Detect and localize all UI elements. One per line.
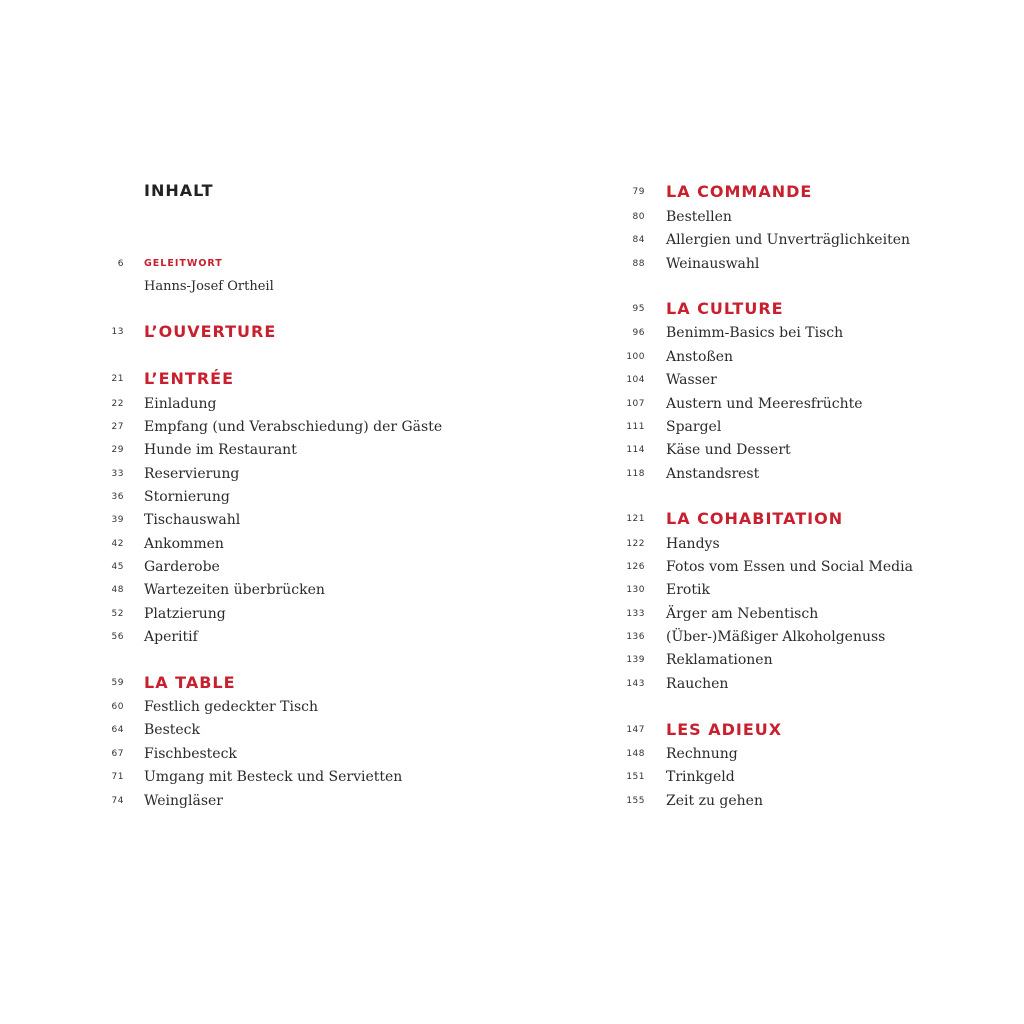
page-number: 80: [632, 212, 645, 222]
page-number: 6: [117, 259, 124, 269]
entry-label: Festlich gedeckter Tisch: [144, 699, 319, 715]
entry-label: LA CULTURE: [666, 299, 784, 318]
entry-label: Hunde im Restaurant: [144, 442, 297, 458]
entry-label: Umgang mit Besteck und Servietten: [144, 769, 403, 785]
entry-label: Rechnung: [666, 746, 738, 762]
page-number: 48: [111, 585, 124, 595]
entry-label: (Über-)Mäßiger Alkoholgenuss: [666, 629, 886, 645]
entry-label: Stornierung: [144, 489, 230, 505]
entry-label: Anstandsrest: [666, 466, 760, 482]
entry-label: Handys: [666, 536, 720, 552]
page-number: 84: [632, 235, 645, 245]
page-number: 133: [626, 609, 645, 619]
entry-label: Fischbesteck: [144, 746, 237, 762]
entry-label: Erotik: [666, 582, 710, 598]
entry-label: Allergien und Unverträglichkeiten: [666, 232, 910, 248]
entry-label: Zeit zu gehen: [666, 793, 763, 809]
page-number: 143: [626, 679, 645, 689]
page-number: 56: [111, 632, 124, 642]
page-number: 74: [111, 796, 124, 806]
entry-label: Ankommen: [144, 536, 224, 552]
page-number: 21: [111, 374, 124, 384]
entry-label: Hanns-Josef Ortheil: [144, 279, 274, 294]
entry-label: GELEITWORT: [144, 258, 223, 269]
entry-label: Weingläser: [144, 793, 223, 809]
entry-label: LA TABLE: [144, 673, 236, 692]
entry-label: LES ADIEUX: [666, 720, 783, 739]
page-number: 96: [632, 328, 645, 338]
entry-label: Garderobe: [144, 559, 220, 575]
entry-label: Reklamationen: [666, 652, 773, 668]
page-number: 121: [626, 514, 645, 524]
page-number: 52: [111, 609, 124, 619]
entry-label: Rauchen: [666, 676, 729, 692]
page-number: 104: [626, 375, 645, 385]
page-number: 151: [626, 772, 645, 782]
page-title: INHALT: [144, 181, 214, 200]
entry-label: Reservierung: [144, 466, 240, 482]
entry-label: Platzierung: [144, 606, 226, 622]
entry-label: Fotos vom Essen und Social Media: [666, 559, 913, 575]
page-number: 88: [632, 259, 645, 269]
page-number: 107: [626, 399, 645, 409]
page-number: 42: [111, 539, 124, 549]
page-number: 148: [626, 749, 645, 759]
entry-label: Austern und Meeresfrüchte: [666, 396, 863, 412]
entry-label: Aperitif: [144, 629, 198, 645]
page-number: 29: [111, 445, 124, 455]
page-number: 126: [626, 562, 645, 572]
entry-label: Spargel: [666, 419, 722, 435]
page-number: 147: [626, 725, 645, 735]
entry-label: L’OUVERTURE: [144, 322, 277, 341]
page-number: 114: [626, 445, 645, 455]
page-number: 39: [111, 515, 124, 525]
page-number: 13: [111, 327, 124, 337]
page-number: 59: [111, 678, 124, 688]
page-number: 33: [111, 469, 124, 479]
entry-label: Besteck: [144, 722, 200, 738]
page-number: 79: [632, 187, 645, 197]
entry-label: Tischauswahl: [144, 512, 241, 528]
page-number: 71: [111, 772, 124, 782]
page-number: 118: [626, 469, 645, 479]
entry-label: Einladung: [144, 396, 217, 412]
entry-label: Wasser: [666, 372, 717, 388]
entry-label: Ärger am Nebentisch: [666, 606, 819, 622]
entry-label: Wartezeiten überbrücken: [144, 582, 325, 598]
entry-label: Trinkgeld: [666, 769, 735, 785]
page-number: 136: [626, 632, 645, 642]
entry-label: Anstoßen: [666, 349, 734, 365]
entry-label: Bestellen: [666, 209, 732, 225]
page-number: 111: [626, 422, 645, 432]
entry-label: L’ENTRÉE: [144, 369, 235, 388]
page-number: 60: [111, 702, 124, 712]
page-number: 139: [626, 655, 645, 665]
page-number: 95: [632, 304, 645, 314]
page-number: 67: [111, 749, 124, 759]
page-number: 22: [111, 399, 124, 409]
entry-label: Weinauswahl: [666, 256, 760, 272]
page-number: 130: [626, 585, 645, 595]
entry-label: LA COMMANDE: [666, 182, 813, 201]
entry-label: LA COHABITATION: [666, 509, 844, 528]
page-number: 45: [111, 562, 124, 572]
page-number: 27: [111, 422, 124, 432]
entry-label: Käse und Dessert: [666, 442, 791, 458]
entry-label: Benimm-Basics bei Tisch: [666, 325, 844, 341]
entry-label: Empfang (und Verabschiedung) der Gäste: [144, 419, 443, 435]
page-number: 36: [111, 492, 124, 502]
page-number: 64: [111, 725, 124, 735]
page-number: 155: [626, 796, 645, 806]
page-number: 122: [626, 539, 645, 549]
page-number: 100: [626, 352, 645, 362]
